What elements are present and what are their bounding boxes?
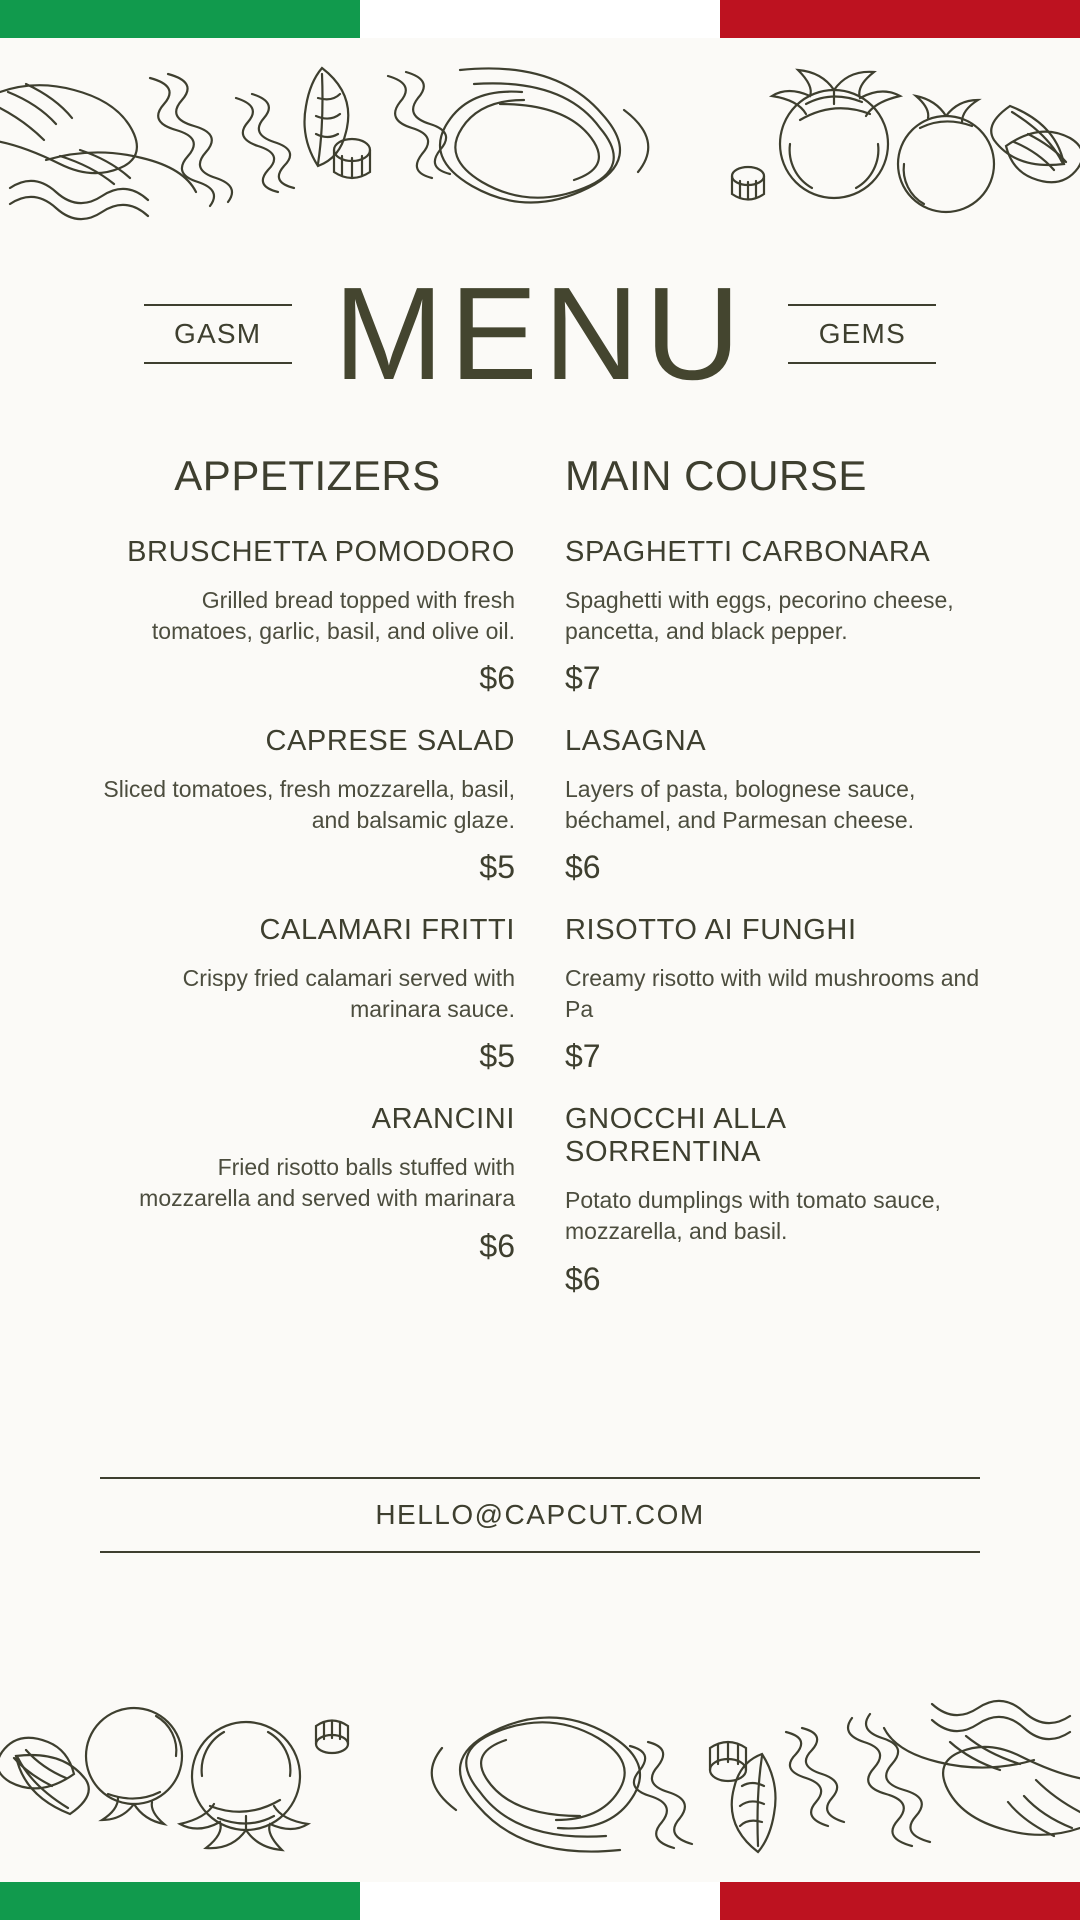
- page-title: MENU: [333, 260, 747, 407]
- menu-item-price: $6: [479, 1227, 515, 1264]
- menu-item-description: Potato dumplings with tomato sauce, mozzarella, and basil.: [565, 1187, 941, 1245]
- header-right-word: GEMS: [788, 304, 936, 364]
- menu-item-description: Crispy fried calamari served with marinara sauce.: [182, 965, 515, 1022]
- menu-item-name: RISOTTO AI FUNGHI: [565, 914, 857, 947]
- menu-item-description: Fried risotto balls stuffed with mozzarella and served with marinara: [139, 1154, 515, 1212]
- menu-item-description: Layers of pasta, bolognese sauce, béchamel, and Parmesan cheese.: [565, 776, 916, 833]
- contact-email[interactable]: HELLO@CAPCUT.COM: [375, 1498, 705, 1530]
- menu-item: [100, 536, 515, 697]
- menu-columns: [0, 452, 1080, 1467]
- menu-item: [100, 725, 515, 886]
- menu-item-name: SPAGHETTI CARBONARA: [565, 536, 931, 568]
- section-heading-appetizers: APPETIZERS: [174, 452, 441, 499]
- layout-spacer: [0, 1553, 1080, 1694]
- header-left-word: GASM: [144, 304, 292, 364]
- flag-stripe-green: [0, 1882, 360, 1920]
- menu-item-name: BRUSCHETTA POMODORO: [127, 536, 515, 568]
- bottom-flag-bar: [0, 1882, 1080, 1920]
- menu-item-name: LASAGNA: [565, 725, 707, 758]
- flag-stripe-red: [720, 1882, 1080, 1920]
- menu-item-price: $7: [565, 1038, 601, 1075]
- menu-item: [565, 1103, 980, 1297]
- menu-item-price: $6: [565, 1260, 601, 1297]
- menu-column-appetizers: [100, 452, 515, 1467]
- menu-item-name: CAPRESE SALAD: [265, 725, 515, 758]
- bottom-decoration-band: [0, 1694, 1080, 1882]
- menu-item-price: $6: [565, 849, 601, 886]
- menu-item-price: $7: [565, 660, 601, 697]
- menu-item: [565, 536, 980, 697]
- menu-item-description: Sliced tomatoes, fresh mozzarella, basil, and balsamic glaze.: [103, 776, 515, 833]
- menu-item: [100, 1103, 515, 1264]
- menu-item-description: Spaghetti with eggs, pecorino cheese, pancetta, and black pepper.: [565, 587, 954, 644]
- top-flag-bar: [0, 0, 1080, 38]
- menu-item-name: GNOCCHI ALLA SORRENTINA: [565, 1103, 785, 1169]
- menu-header: [0, 260, 1080, 407]
- menu-item-description: Creamy risotto with wild mushrooms and Pa: [565, 965, 980, 1022]
- menu-item-name: ARANCINI: [371, 1103, 515, 1136]
- flag-stripe-red: [720, 0, 1080, 38]
- menu-item-price: $5: [479, 849, 515, 886]
- menu-item: [100, 914, 515, 1075]
- menu-item-name: CALAMARI FRITTI: [259, 914, 515, 947]
- top-decoration-band: [0, 38, 1080, 226]
- flag-stripe-white: [360, 1882, 720, 1920]
- menu-column-main-course: [565, 452, 980, 1467]
- flag-stripe-green: [0, 0, 360, 38]
- menu-item: [565, 725, 980, 886]
- menu-item-description: Grilled bread topped with fresh tomatoes, garlic, basil, and olive oil.: [151, 587, 515, 644]
- menu-item: [565, 914, 980, 1075]
- menu-item-price: $5: [479, 1038, 515, 1075]
- menu-item-price: $6: [479, 660, 515, 697]
- footer-contact-bar: [100, 1477, 980, 1553]
- flag-stripe-white: [360, 0, 720, 38]
- section-heading-main-course: MAIN COURSE: [565, 452, 867, 499]
